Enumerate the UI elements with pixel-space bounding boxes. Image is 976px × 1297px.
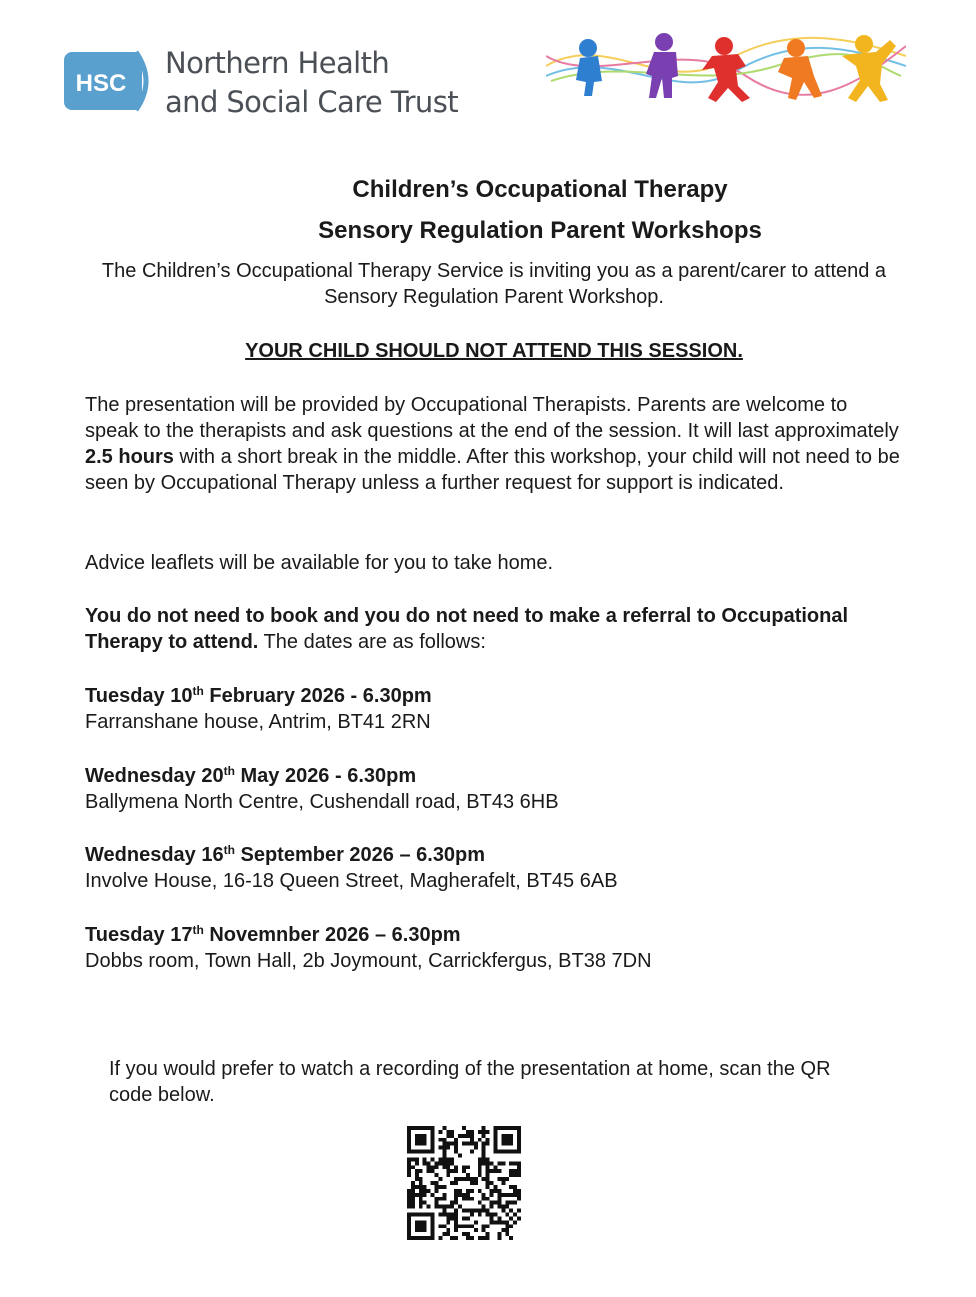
presentation-text-start: The presentation will be provided by Occupational Therapists. Parents are welcome to speak to the therapists and ask questions at the end of the session. It will last approximately bbox=[85, 394, 899, 442]
session-date: Wednesday 16th September 2026 – 6.30pm bbox=[85, 843, 486, 866]
session-location: Dobbs room, Town Hall, 2b Joymount, Carrickfergus, BT38 7DN bbox=[85, 950, 652, 972]
session-date: Tuesday 17th Novemnber 2026 – 6.30pm bbox=[85, 923, 461, 946]
booking-rest-text: The dates are as follows: bbox=[258, 631, 486, 653]
session-location: Farranshane house, Antrim, BT41 2RN bbox=[85, 711, 431, 733]
qr-code-icon[interactable] bbox=[407, 1126, 521, 1240]
presentation-paragraph bbox=[85, 392, 900, 496]
leaflets-paragraph: Advice leaflets will be available for you to take home. bbox=[85, 552, 554, 574]
trust-name bbox=[165, 44, 458, 122]
session-item bbox=[85, 922, 900, 974]
session-date: Wednesday 20th May 2026 - 6.30pm bbox=[85, 764, 417, 787]
session-location: Ballymena North Centre, Cushendall road, BT43 6HB bbox=[85, 791, 559, 813]
dancing-children-banner-icon bbox=[546, 26, 906, 112]
session-item bbox=[85, 842, 900, 894]
intro-paragraph: The Children’s Occupational Therapy Service is inviting you as a parent/carer to attend a Sensory Regulation Parent Workshop. bbox=[101, 260, 887, 308]
session-date: Tuesday 10th February 2026 - 6.30pm bbox=[85, 684, 432, 707]
duration-highlight: 2.5 hours bbox=[85, 446, 174, 468]
session-item bbox=[85, 763, 900, 815]
booking-paragraph bbox=[85, 603, 900, 655]
hsc-logo-badge bbox=[64, 50, 150, 112]
presentation-text-end: with a short break in the middle. After this workshop, your child will not need to be seen by Occupational Therapy unless a further request for support is indicated. bbox=[85, 446, 900, 494]
booking-bold-text: You do not need to book and you do not need to make a referral to Occupational Therapy to attend. bbox=[85, 605, 849, 653]
recording-paragraph: If you would prefer to watch a recording of the presentation at home, scan the QR code below. bbox=[109, 1058, 831, 1106]
session-item bbox=[85, 683, 900, 735]
hsc-logo-text: HSC bbox=[75, 70, 127, 97]
session-location: Involve House, 16-18 Queen Street, Magherafelt, BT45 6AB bbox=[85, 870, 618, 892]
title-line1: Children’s Occupational Therapy bbox=[352, 176, 728, 203]
warning-notice: YOUR CHILD SHOULD NOT ATTEND THIS SESSION. bbox=[245, 340, 743, 362]
trust-name-line2: and Social Care Trust bbox=[165, 85, 458, 119]
title-line2: Sensory Regulation Parent Workshops bbox=[318, 217, 762, 244]
trust-name-line1: Northern Health bbox=[165, 46, 390, 80]
